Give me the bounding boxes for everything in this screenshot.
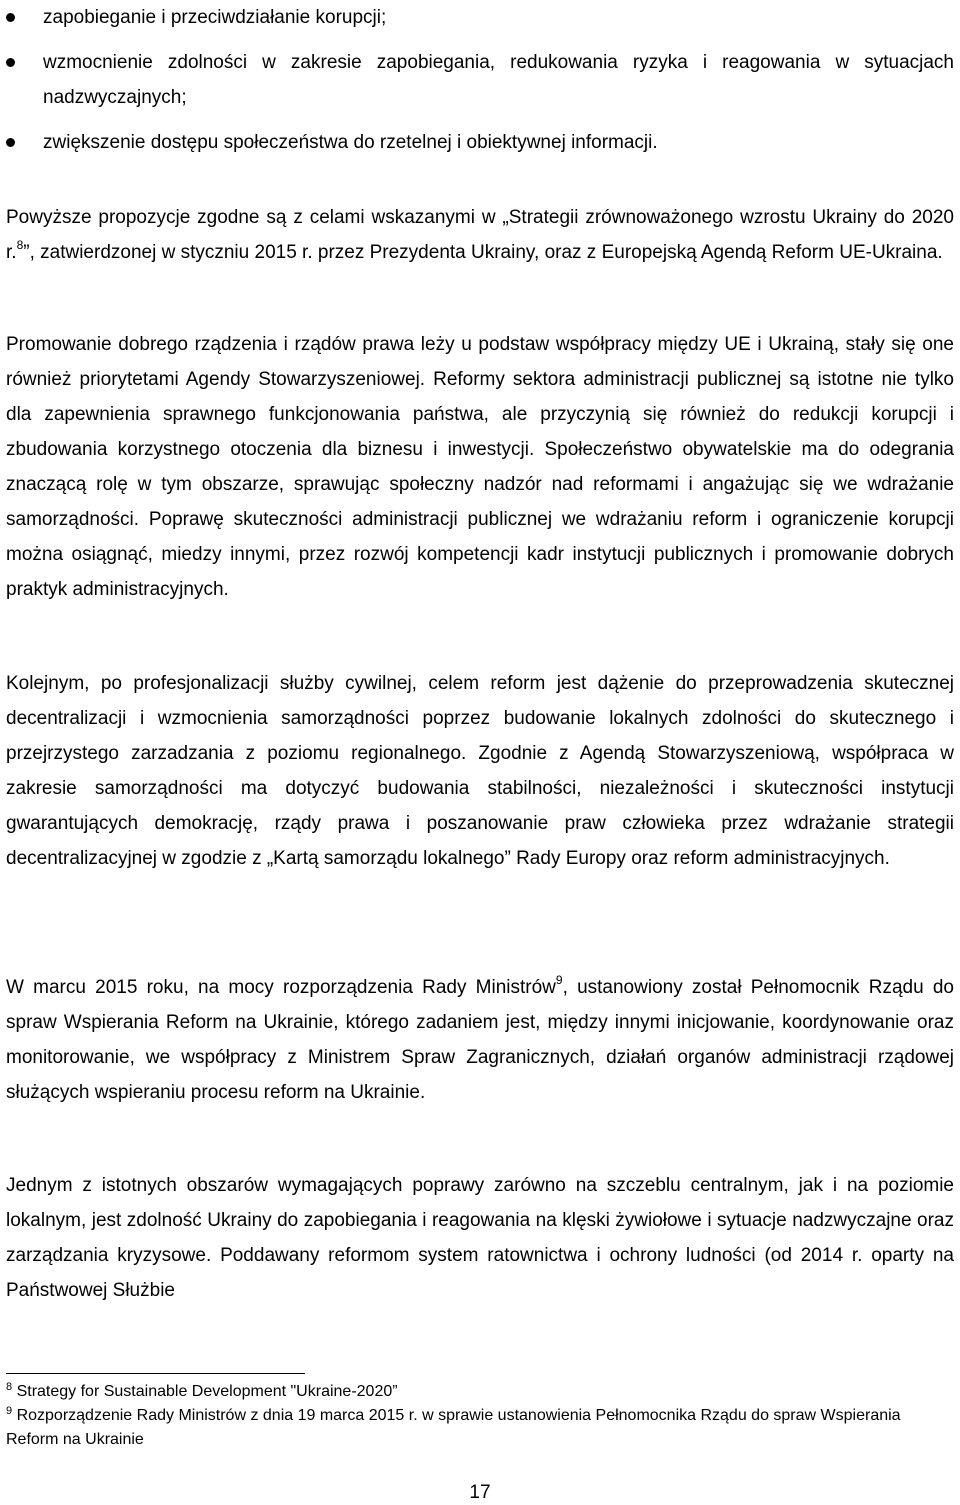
list-item-text: wzmocnienie zdolności w zakresie zapobiegania, redukowania ryzyka i reagowania w sytuacjach nadzwyczajnych; xyxy=(43,52,954,108)
bullet-icon xyxy=(6,58,15,67)
list-item-text: zapobieganie i przeciwdziałanie korupcji; xyxy=(43,7,387,28)
paragraph-text: , ustanowiony został Pełnomocnik Rządu do spraw Wspierania Reform na Ukrainie, którego zadaniem jest, między innymi inicjowanie, koordynowanie oraz monitorowanie, we współpracy z Ministrem Spraw Zagranicznych, działań organów administracji rządowej służących wspieraniu procesu reform na Ukrainie. xyxy=(6,977,954,1103)
list-item-text: zwiększenie dostępu społeczeństwa do rzetelnej i obiektywnej informacji. xyxy=(43,132,658,153)
paragraph-plenipotentiary xyxy=(6,970,954,1110)
footnote-reference: 8 xyxy=(16,238,24,252)
footnote-number: 9 xyxy=(6,1405,13,1417)
footnote-8 xyxy=(6,1380,936,1404)
paragraph-decentralization: Kolejnym, po profesjonalizacji służby cywilnej, celem reform jest dążenie do przeprowadzenia skutecznej decentralizacji i wzmocnienia samorządności poprzez budowanie lokalnych zdolności do skutecznego i przejrzystego zarzadzania z poziomu regionalnego. Zgodnie z Agendą Stowarzyszeniową, współpraca w zakresie samorządności ma dotyczyć budowania stabilności, niezależności i skuteczności instytucji gwarantujących demokrację, rządy prawa i poszanowanie praw człowieka przez wdrażanie strategii decentralizacyjnej w zgodzie z „Kartą samorządu lokalnego” Rady Europy oraz reform administracyjnych. xyxy=(6,673,954,869)
footnote-number: 8 xyxy=(6,1381,13,1393)
list-item xyxy=(6,0,954,35)
paragraph-text: W marcu 2015 roku, na mocy rozporządzenia Rady Ministrów xyxy=(6,977,556,998)
footnote-separator xyxy=(6,1373,305,1374)
page-number: 17 xyxy=(469,1482,491,1503)
paragraph-text: Powyższe propozycje zgodne są z celami wskazanymi w „Strategii zrównoważonego wzrostu Ukrainy do 2020 r. xyxy=(6,207,954,263)
footnote-reference: 9 xyxy=(555,973,563,987)
paragraph-text: ”, zatwierdzonej w styczniu 2015 r. przez Prezydenta Ukrainy, oraz z Europejską Agendą Reform UE-Ukraina. xyxy=(23,242,943,263)
footnote-text: Rozporządzenie Rady Ministrów z dnia 19 marca 2015 r. w sprawie ustanowienia Pełnomocnika Rządu do spraw Wspierania Reform na Ukrainie xyxy=(6,1407,901,1448)
paragraph-good-governance: Promowanie dobrego rządzenia i rządów prawa leży u podstaw współpracy między UE i Ukrainą, stały się one również priorytetami Agendy Stowarzyszeniowej. Reformy sektora administracji publicznej są istotne nie tylko dla zapewnienia sprawnego funkcjonowania państwa, ale przyczynią się również do redukcji korupcji i zbudowania korzystnego otoczenia dla biznesu i inwestycji. Społeczeństwo obywatelskie ma do odegrania znaczącą rolę w tym obszarze, sprawując społeczny nadzór nad reformami i angażując się we wdrażanie samorządności. Poprawę skuteczności administracji publicznej we wdrażaniu reform i ograniczenie korupcji można osiągnąć, miedzy innymi, przez rozwój kompetencji kadr instytucji publicznych i promowanie dobrych praktyk administracyjnych. xyxy=(6,334,954,600)
bullet-icon xyxy=(6,138,15,147)
footnote-9 xyxy=(6,1404,936,1452)
list-item xyxy=(6,125,954,160)
paragraph-civil-protection: Jednym z istotnych obszarów wymagających poprawy zarówno na szczeblu centralnym, jak i na poziomie lokalnym, jest zdolność Ukrainy do zapobiegania i reagowania na klęski żywiołowe i sytuacje nadzwyczajne oraz zarządzania kryzysowe. Poddawany reformom system ratownictwa i ochrony ludności (od 2014 r. oparty na Państwowej Służbie xyxy=(6,1175,954,1301)
list-item xyxy=(6,45,954,115)
paragraph-strategy xyxy=(6,200,954,270)
bullet-icon xyxy=(6,13,15,22)
footnote-text: Strategy for Sustainable Development "Ukraine-2020” xyxy=(12,1383,398,1400)
bullet-list xyxy=(6,0,954,160)
footnotes xyxy=(6,1380,936,1452)
